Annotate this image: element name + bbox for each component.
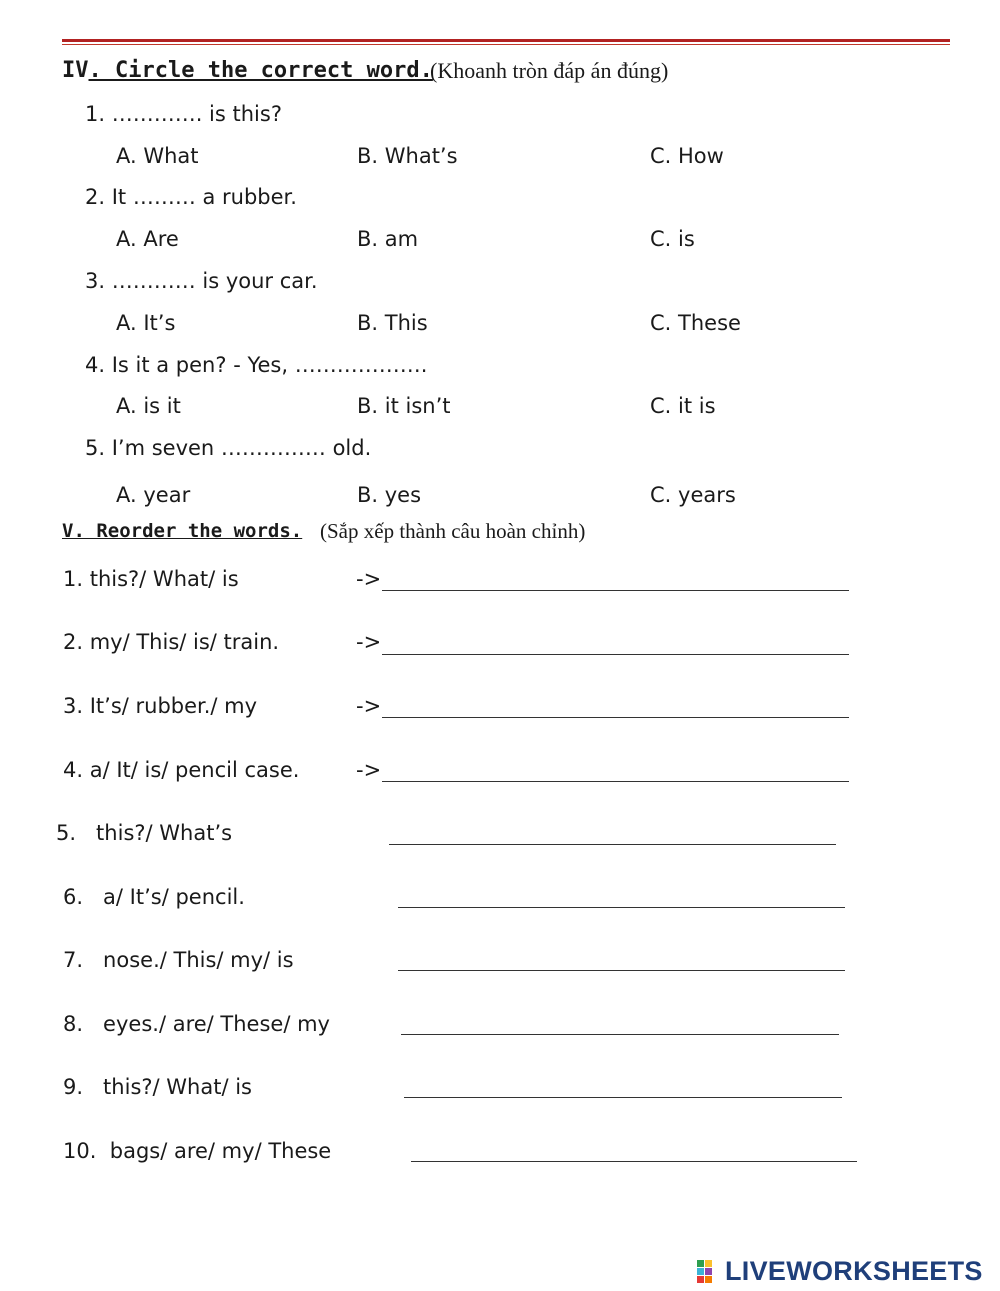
- reorder-item-4: 4. a/ It/ is/ pencil case.: [63, 758, 300, 782]
- liveworksheets-blocks-icon: [697, 1259, 723, 1285]
- liveworksheets-logo: [697, 1256, 983, 1287]
- section-4-note: (Khoanh tròn đáp án đúng): [430, 58, 669, 83]
- q4-option-b[interactable]: B. it isn’t: [357, 394, 451, 418]
- question-5: 5. I’m seven …………… old.: [85, 436, 372, 460]
- q2-option-c[interactable]: C. is: [650, 227, 695, 251]
- answer-line-6[interactable]: [398, 907, 845, 908]
- q5-option-c[interactable]: C. years: [650, 483, 736, 507]
- reorder-item-3: 3. It’s/ rubber./ my: [63, 694, 258, 718]
- answer-line-2[interactable]: [382, 654, 849, 655]
- top-rule-thick: [62, 39, 950, 42]
- q1-option-c[interactable]: C. How: [650, 144, 724, 168]
- reorder-item-7: 7. nose./ This/ my/ is: [63, 948, 294, 972]
- question-3: 3. ………… is your car.: [85, 269, 318, 293]
- q4-option-a[interactable]: A. is it: [116, 394, 181, 418]
- q3-option-a[interactable]: A. It’s: [116, 311, 176, 335]
- reorder-item-5: 5. this?/ What’s: [56, 821, 233, 845]
- reorder-item-10: 10. bags/ are/ my/ These: [63, 1139, 332, 1163]
- answer-line-9[interactable]: [404, 1097, 842, 1098]
- reorder-arrow-1: ->: [356, 567, 382, 591]
- q5-option-a[interactable]: A. year: [116, 483, 191, 507]
- q3-option-c[interactable]: C. These: [650, 311, 741, 335]
- section-5-note: (Sắp xếp thành câu hoàn chỉnh): [320, 519, 586, 543]
- answer-line-3[interactable]: [382, 717, 849, 718]
- answer-line-4[interactable]: [382, 781, 849, 782]
- reorder-arrow-4: ->: [356, 758, 382, 782]
- liveworksheets-wordmark: LIVEWORKSHEETS: [725, 1256, 983, 1286]
- answer-line-10[interactable]: [411, 1161, 857, 1162]
- q4-option-c[interactable]: C. it is: [650, 394, 716, 418]
- section-4-heading: [62, 60, 433, 82]
- q1-option-b[interactable]: B. What’s: [357, 144, 458, 168]
- question-1: 1. …………. is this?: [85, 102, 282, 126]
- answer-line-7[interactable]: [398, 970, 845, 971]
- reorder-item-1: 1. this?/ What/ is: [63, 567, 239, 591]
- question-2: 2. It ……… a rubber.: [85, 185, 297, 209]
- q1-option-a[interactable]: A. What: [116, 144, 199, 168]
- q2-option-a[interactable]: A. Are: [116, 227, 179, 251]
- section-4-number: IV: [62, 58, 89, 83]
- reorder-item-2: 2. my/ This/ is/ train.: [63, 630, 280, 654]
- reorder-arrow-3: ->: [356, 694, 382, 718]
- answer-line-1[interactable]: [382, 590, 849, 591]
- top-rule-thin: [62, 44, 950, 45]
- answer-line-5[interactable]: [389, 844, 836, 845]
- section-4-title: . Circle the correct word.: [88, 58, 433, 83]
- q3-option-b[interactable]: B. This: [357, 311, 428, 335]
- section-5-title: V. Reorder the words.: [62, 520, 303, 542]
- q5-option-b[interactable]: B. yes: [357, 483, 422, 507]
- answer-line-8[interactable]: [401, 1034, 839, 1035]
- reorder-item-8: 8. eyes./ are/ These/ my: [63, 1012, 330, 1036]
- reorder-item-9: 9. this?/ What/ is: [63, 1075, 252, 1099]
- reorder-item-6: 6. a/ It’s/ pencil.: [63, 885, 245, 909]
- reorder-arrow-2: ->: [356, 630, 382, 654]
- q2-option-b[interactable]: B. am: [357, 227, 419, 251]
- question-4: 4. Is it a pen? - Yes, ……………….: [85, 353, 428, 377]
